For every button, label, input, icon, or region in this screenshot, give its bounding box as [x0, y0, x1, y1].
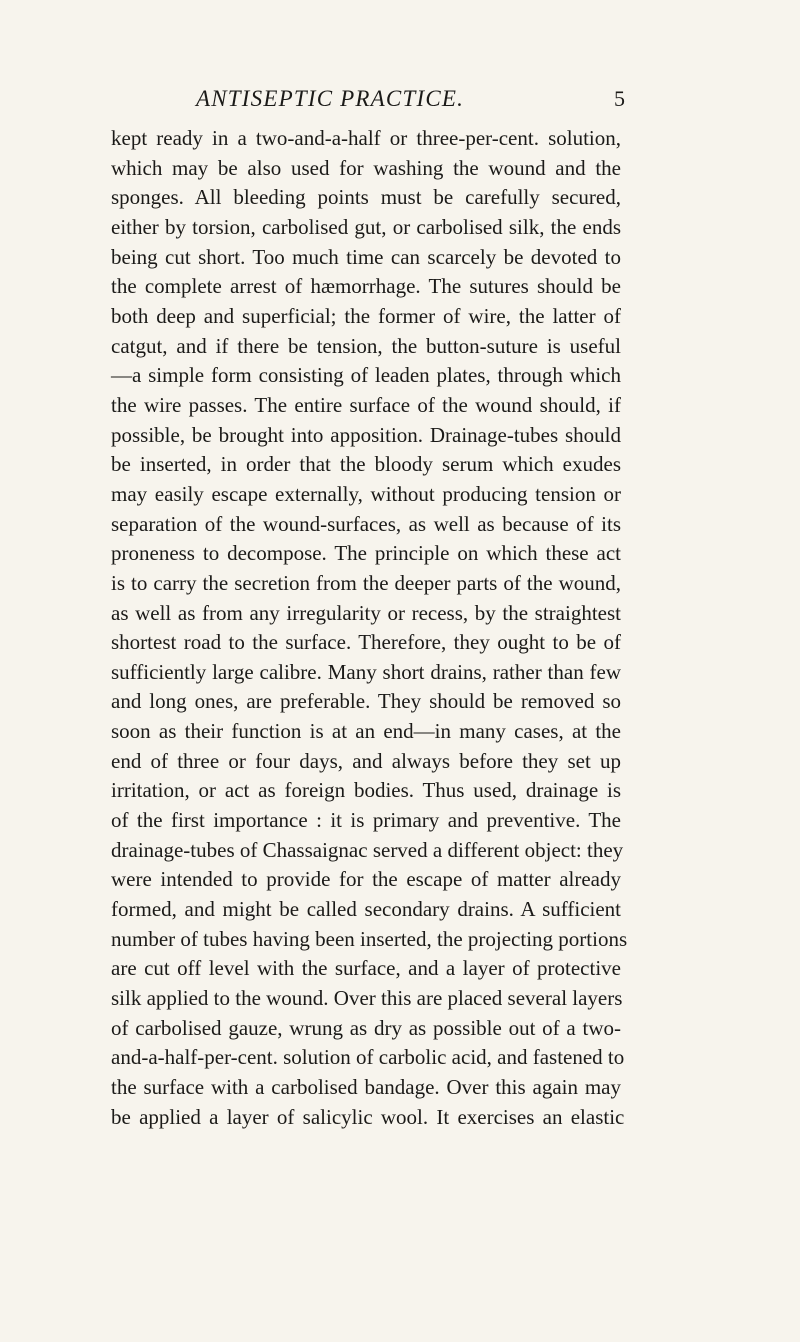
- text-line: —a simple form consisting of leaden plates, through which: [111, 363, 621, 388]
- text-line: as well as from any irregularity or recess, by the straightest: [111, 600, 621, 625]
- text-line: kept ready in a two-and-a-half or three-per-cent. solution,: [111, 126, 621, 150]
- text-line: silk applied to the wound. Over this are placed several layers: [111, 986, 623, 1011]
- text-line: catgut, and if there be tension, the button-suture is useful: [111, 333, 621, 358]
- text-line: either by torsion, carbolised gut, or carbolised silk, the ends: [111, 214, 621, 239]
- text-line: of carbolised gauze, wrung as dry as possible out of a two-: [111, 1015, 621, 1040]
- text-line: are cut off level with the surface, and a layer of protective: [111, 956, 621, 981]
- text-line: irritation, or act as foreign bodies. Thus used, drainage is: [111, 778, 621, 803]
- text-line: the wire passes. The entire surface of the wound should, if: [111, 392, 621, 417]
- text-line: end of three or four days, and always before they set up: [111, 748, 621, 773]
- text-line: both deep and superficial; the former of wire, the latter of: [111, 303, 621, 328]
- text-line: formed, and might be called secondary drains. A sufficient: [111, 897, 621, 922]
- text-line: soon as their function is at an end—in many cases, at the: [111, 719, 621, 744]
- text-line: the surface with a carbolised bandage. Over this again may: [111, 1075, 621, 1099]
- page-number: 5: [614, 86, 625, 111]
- text-line: which may be also used for washing the wound and the: [111, 155, 621, 180]
- text-line: be inserted, in order that the bloody serum which exudes: [111, 452, 621, 477]
- text-line: sufficiently large calibre. Many short drains, rather than few: [111, 659, 621, 684]
- text-line: is to carry the secretion from the deeper parts of the wound,: [111, 570, 621, 595]
- text-line: proneness to decompose. The principle on which these act: [111, 541, 621, 566]
- text-line: the complete arrest of hæmorrhage. The sutures should be: [111, 274, 621, 299]
- text-line: be applied a layer of salicylic wool. It exercises an elastic: [111, 1104, 625, 1129]
- text-line: shortest road to the surface. Therefore, they ought to be of: [111, 630, 621, 655]
- running-title: ANTISEPTIC PRACTICE.: [196, 86, 465, 111]
- text-line: drainage-tubes of Chassaignac served a different object: they: [111, 837, 624, 862]
- text-line: of the first importance : it is primary and preventive. The: [111, 808, 621, 833]
- text-line: separation of the wound-surfaces, as well as because of its: [111, 511, 621, 536]
- text-line: being cut short. Too much time can scarcely be devoted to: [111, 244, 621, 269]
- body-paragraph: [111, 124, 628, 1132]
- text-line: number of tubes having been inserted, the projecting portions: [111, 926, 628, 951]
- text-line: sponges. All bleeding points must be carefully secured,: [111, 185, 621, 210]
- text-line: possible, be brought into apposition. Drainage-tubes should: [111, 422, 621, 447]
- text-line: and-a-half-per-cent. solution of carbolic acid, and fastened to: [111, 1045, 625, 1070]
- text-line: may easily escape externally, without producing tension or: [111, 481, 621, 506]
- text-line: and long ones, are preferable. They should be removed so: [111, 689, 621, 714]
- text-line: were intended to provide for the escape of matter already: [111, 867, 621, 892]
